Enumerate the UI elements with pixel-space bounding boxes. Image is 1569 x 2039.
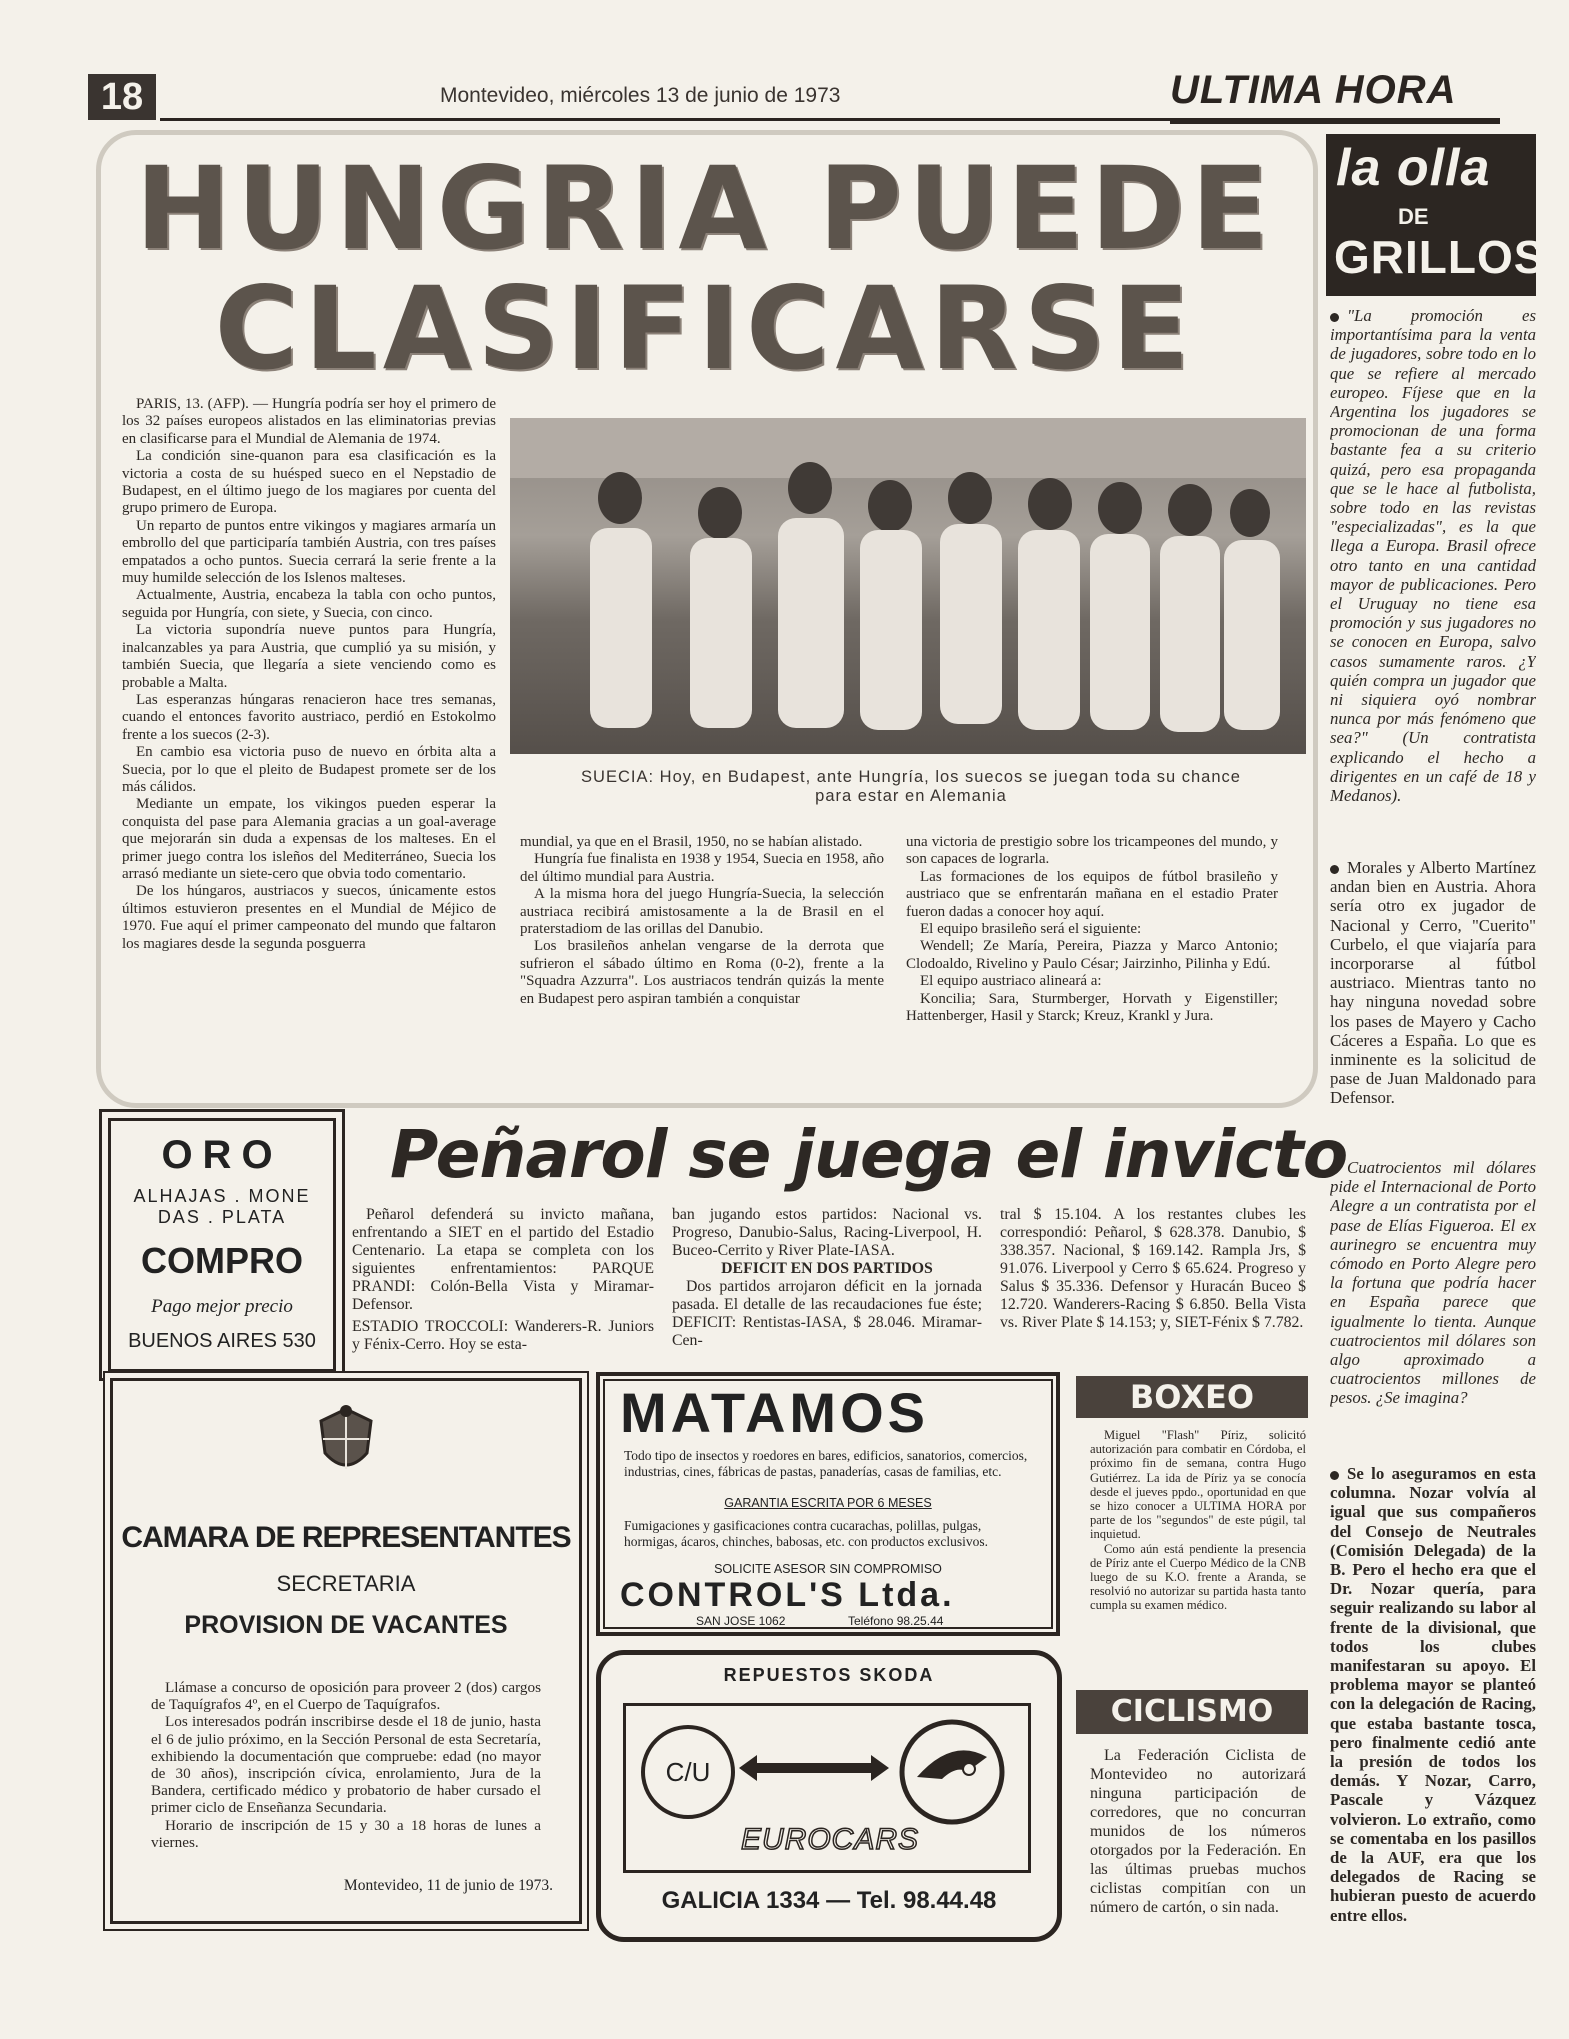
paragraph: Wendell; Ze María, Pereira, Piazza y Marco Antonio; Clodoaldo, Rivelino y Paulo César; Jairzinho, Pilinha y Edú. [906, 938, 1278, 972]
matamos-text-1: Todo tipo de insectos y roedores en bares, edificios, sanatorios, comercios, industrias, cines, fábricas de pastas, panaderías, casas de familias, etc. [624, 1448, 1028, 1479]
oro-line-2: DAS . PLATA [157, 1207, 287, 1227]
sidebar-item-3: Cuatrocientos mil dólares pide el Internacional de Porto Alegre a un contratista por el pase de Elías Figueroa. El ex aurinegro se encuentra muy cómodo en Porto Alegre pero la fortuna que podría hacer en España parece que igualmente lo tienta. Aunque cuatrocientos mil dólares son algo aproximado a cuatrocientos millones de pesos. ¿Se imagina? [1330, 1158, 1536, 1408]
paragraph: Peñarol defenderá su invicto mañana, enfrentando a SIET en el partido del Estadio Centenario. La etapa se completa con los siguientes enfrentamientos: PARQUE PRANDI: Colón-Bella Vista y Miramar-Defensor. [352, 1206, 654, 1313]
matamos-guarantee: GARANTIA ESCRITA POR 6 MESES [724, 1496, 932, 1510]
bullet-icon [1330, 865, 1339, 874]
caption-line-2: para estar en Alemania [815, 787, 1007, 805]
paragraph: tral $ 15.104. A los restantes clubes les correspondió: Peñarol, $ 628.378. Danubio, $ 338.357. Nacional, $ 169.142. Rampla Jrs, $ 91.076. Liverpool y Cerro $ 65.624. Progreso y Salus $ 35.336. Defensor y Huracán Buceo $ 12.720. Wanderers-Racing $ 6.850. Bella Vista vs. River Plate $ 14.153; y, SIET-Fénix $ 7.782. [1000, 1206, 1306, 1331]
paragraph: PARIS, 13. (AFP). — Hungría podría ser hoy el primero de los 32 países europeos alistados en las eliminatorias previas en clasificarse para el Mundial de Alemania de 1974. [122, 396, 496, 447]
logo-top: la olla [1336, 139, 1491, 197]
paragraph: Un reparto de puntos entre vikingos y magiares armaría un embrollo del que participaría también Austria, con tres países empatados a ocho puntos. Suecia cerrará la serie frente a la muy humilde selección de los Islenos malteses. [122, 517, 496, 587]
penarol-subhead: DEFICIT EN DOS PARTIDOS [721, 1260, 933, 1277]
paragraph: Actualmente, Austria, encabeza la tabla con ocho puntos, seguida por Hungría, con siete, y Suecia, con cinco. [122, 587, 496, 621]
header-rule [160, 118, 1500, 121]
penarol-column-1 [352, 1206, 654, 1358]
oro-pago: Pago mejor precio [151, 1296, 293, 1317]
paragraph: ESTADIO TROCCOLI: Wanderers-R. Juniors y Fénix-Cerro. Hoy se esta- [352, 1318, 654, 1353]
penarol-column-2 [672, 1206, 982, 1358]
paragraph: mundial, ya que en el Brasil, 1950, no se habían alistado. [520, 834, 863, 850]
double-arrow-icon [739, 1753, 889, 1783]
camara-subtitle: SECRETARIA [276, 1571, 416, 1596]
paragraph: Los interesados podrán inscribirse desde el 18 de junio, hasta el 6 de julio próximo, en la Sección Personal de esta Secretaría, exhibiendo la documentación que compruebe: edad (no mayor de 30 años), inscripción cívica, enrolamiento, Jura de la Bandera, certificado médico y probatorio de haber cursado el primer ciclo de Enseñanza Secundaria. [151, 1713, 541, 1817]
boxeo-band: BOXEO [1076, 1376, 1308, 1418]
story-column-3 [906, 834, 1278, 1062]
oro-title: ORO [161, 1133, 283, 1177]
matamos-address: SAN JOSE 1062 [696, 1614, 786, 1628]
matamos-title: MATAMOS [620, 1381, 929, 1444]
penarol-headline: Peñarol se juega el invicto [390, 1116, 1348, 1193]
paragraph: Llámase a concurso de oposición para proveer 2 (dos) cargos de Taquígrafos 4º, en el Cuerpo de Taquígrafos. [151, 1679, 541, 1714]
story-column-1 [122, 396, 496, 1062]
skoda-cu-badge: C/U [641, 1725, 735, 1819]
paragraph: La condición sine-quanon para esa clasificación es la victoria a costa de su huésped sueco en el Nepstadio de Budapest, en el último juego de los magiares por cuenta del grupo primero de Europa. [122, 448, 496, 517]
page-number: 18 [88, 74, 156, 120]
matamos-text-2: Fumigaciones y gasificaciones contra cucarachas, polillas, pulgas, hormigas, ácaros, chinches, babosas, etc. con productos exclusivos. [624, 1518, 989, 1549]
paragraph: Como aún está pendiente la presencia de Píriz ante el Cuerpo Médico de la CNB luego de su K.O. frente a Aranda, se resolvió no autorizar su partida hasta tanto cumpla su examen médico. [1090, 1541, 1306, 1613]
photo-caption [516, 768, 1306, 806]
matamos-ad [596, 1372, 1060, 1636]
paragraph: una victoria de prestigio sobre los tricampeones del mundo, y son capaces de lograrla. [906, 834, 1278, 868]
camara-date: Montevideo, 11 de junio de 1973. [343, 1877, 553, 1894]
paragraph: Horario de inscripción de 15 y 30 a 18 horas de lunes a viernes. [151, 1816, 541, 1851]
matamos-company: CONTROL'S Ltda. [620, 1576, 955, 1614]
penarol-column-3 [1000, 1206, 1306, 1358]
paragraph: La Federación Ciclista de Montevideo no autorizará ninguna participación de corredores, que no concurran munidos de los números otorgados por la Federación. En las últimas pruebas muchos ciclistas compitían con un número de cartón, o sin nada. [1090, 1747, 1306, 1916]
paragraph: Las esperanzas húngaras renacieron hace tres semanas, cuando el entonces favorito austriaco, perdió en Estokolmo frente a los suecos (2-3). [122, 691, 496, 743]
bullet-icon [1330, 1471, 1339, 1480]
sidebar-item-1: "La promoción es importantísima para la venta de jugadores, sobre todo en lo que se refiere al mercado europeo. Fíjese que en la Argentina los jugadores se promocionan de una forma bastante fea a su criterio quizá, pero esa propaganda que se le hace al futbolista, sobre todo en las revistas "especializadas", es la que llega a Europa. Brasil ofrece otro tanto en una cantidad mayor de publicaciones. Pero el Uruguay no tiene esa promoción y sus jugadores no se conocen en Europa, salvo casos sumamente raros. ¿Y quién compra un jugador que ni siquiera oyó nombrar nunca por más fenómeno que sea?" (Un contratista explicando el hecho a dirigentes en un café de 18 y Medanos). [1330, 306, 1536, 806]
paragraph: De los húngaros, austriacos y suecos, únicamente estos últimos estuvieron presentes en el Mundial de Méjico de 1970. Fue aquí el primer campeonato del mundo que faltaron los magiares desde la segunda posguerra [122, 883, 496, 952]
camara-notice [110, 1378, 582, 1924]
paragraph: Miguel "Flash" Píriz, solicitó autorización para combatir en Córdoba, el próximo fin de semana, contra Hugo Gutiérrez. La ida de Píriz ya se conocía desde el jueves ppdo., oportunidad en que se hizo conocer a ULTIMA HORA por parte de los "segundos" de este púgil, tal inquietud. [1090, 1428, 1306, 1542]
paragraph: La victoria supondría nueve puntos para Hungría, inalcanzables ya para Austria, que cumplió ya su misión, y también Suecia, que llegaría a siete venciendo como es probable a Malta. [122, 622, 496, 691]
oro-compro: COMPRO [141, 1240, 303, 1281]
skoda-footer: GALICIA 1334 — Tel. 98.44.48 [661, 1887, 997, 1914]
newspaper-logo: ULTIMA HORA [1170, 68, 1500, 124]
ciclismo-body [1090, 1746, 1306, 1946]
story-column-2 [520, 834, 884, 1062]
camara-heading: PROVISION DE VACANTES [184, 1611, 508, 1639]
team-photo [510, 418, 1306, 754]
skoda-eurocars: EUROCARS [741, 1823, 920, 1856]
paragraph: El equipo brasileño será el siguiente: [920, 921, 1142, 938]
coat-of-arms-icon [311, 1403, 381, 1483]
ciclismo-band: CICLISMO [1076, 1690, 1308, 1734]
paragraph: ban jugando estos partidos: Nacional vs. Progreso, Danubio-Salus, Racing-Liverpool, H. Buceo-Cerrito y River Plate-IASA. [672, 1206, 982, 1259]
paragraph: A la misma hora del juego Hungría-Suecia, la selección austriaca recibirá amistosamente a la de Brasil en el praterstadiom de las orillas del Danubio. [520, 886, 884, 938]
sidebar-item-4: Se lo aseguramos en esta columna. Nozar volvía al igual que sus compañeros del Consejo de Neutrales (Comisión Delegada) de la B. Pero el hecho era que el Dr. Nozar quería, para seguir realizando su labor al frente de la divisional, que todos los clubes manifestaran su apoyo. El problema mayor se planteó con la delegación de Racing, que estaba bastante tosca, pero finalmente cedió ante la presión de todos los demás. Y Nozar, Carro, Pascale y Vázquez volvieron. Lo extraño, como se comentaba en los pasillos de la AUF, era que los delegados de Racing se hubieran puesto de acuerdo entre ellos. [1330, 1464, 1536, 1925]
caption-line-1: SUECIA: Hoy, en Budapest, ante Hungría, los suecos se juegan toda su chance [581, 768, 1241, 786]
camara-title: CAMARA DE REPRESENTANTES [121, 1521, 571, 1554]
matamos-phone: Teléfono 98.25.44 [848, 1614, 944, 1628]
paragraph: Los brasileños anhelan vengarse de la derrota que sufrieron el sábado último en Roma (0-2), frente a la "Squadra Azzurra". Los austriacos tendrán quizás la mente en Budapest pero aspiran también a conquistar [520, 938, 884, 1007]
headline-line-1: HUNGRIA PUEDE [135, 142, 1275, 275]
paragraph: Mediante un empate, los vikingos pueden esperar la conquista del pase para Alemania gracias a un goal-average que mejorarán sin duda a expensas de los malteses. En el primer juego contra los isleños del Mediterráneo, Suecia los arrasó mediante un siete-cero que obvia todo comentario. [122, 796, 496, 882]
sidebar-logo [1326, 134, 1546, 296]
boxeo-body [1090, 1428, 1306, 1646]
paragraph: El equipo austriaco alineará a: [920, 973, 1102, 990]
sidebar-item-2: Morales y Alberto Martínez andan bien en Austria. Ahora sería otro ex jugador de Nacional y Cerro, "Cuerito" Curbelo, el que viajaría para incorporarse al fútbol austriaco. Mientras tanto no hay ninguna novedad sobre los pases de Mayero y Cacho Cáceres a España. Lo que es inminente es la solicitud de pase de Juan Maldonado para Defensor. [1330, 858, 1536, 1108]
matamos-solicite: SOLICITE ASESOR SIN COMPROMISO [714, 1562, 942, 1576]
oro-address: BUENOS AIRES 530 [128, 1330, 316, 1352]
oro-line-1: ALHAJAS . MONE [133, 1186, 311, 1206]
dateline: Montevideo, miércoles 13 de junio de 1973 [440, 84, 841, 107]
oro-ad [108, 1118, 336, 1372]
logo-mid: DE [1398, 204, 1429, 229]
skoda-header: REPUESTOS SKODA [723, 1665, 935, 1685]
bullet-icon [1330, 313, 1339, 322]
paragraph: En cambio esa victoria puso de nuevo en órbita alta a Suecia, por lo que el pleito de Budapest promete ser de los más cálidos. [122, 744, 496, 795]
headline-line-2: CLASIFICARSE [214, 262, 1196, 395]
paragraph: Hungría fue finalista en 1938 y 1954, Suecia en 1958, año del último mundial para Austria. [520, 851, 884, 885]
logo-bottom: GRILLOS [1334, 231, 1546, 283]
camara-body [151, 1679, 541, 1865]
skoda-logo-icon [897, 1717, 1007, 1827]
paragraph: Koncilia; Sara, Sturmberger, Horvath y Eigenstiller; Hattenberger, Hasil y Starck; Kreuz, Krankl y Jura. [906, 990, 1278, 1025]
paragraph: Las formaciones de los equipos de fútbol brasileño y austriaco que se enfrentarán mañana en el estadio Prater fueron dadas a conocer hoy aquí. [906, 868, 1278, 920]
paragraph: Dos partidos arrojaron déficit en la jornada pasada. El detalle de las recaudaciones fue éste; DEFICIT: Rentistas-IASA, $ 28.046. Miramar-Cen- [672, 1278, 982, 1349]
skoda-ad [596, 1650, 1062, 1942]
